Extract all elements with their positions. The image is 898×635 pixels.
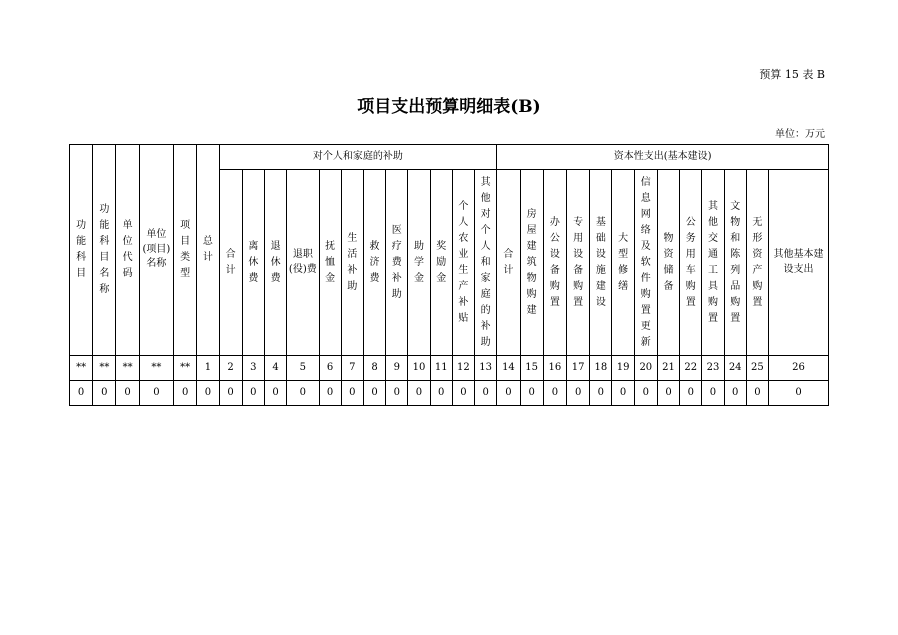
group2-column-9-label: 公务用车购置 (685, 216, 696, 308)
group1-header: 对个人和家庭的补助 (219, 145, 497, 170)
data-cell: 0 (242, 381, 264, 406)
index-cell: 24 (724, 356, 746, 381)
header-fixed-col-6 (197, 145, 219, 356)
index-cell: ** (139, 356, 173, 381)
index-cell: 23 (702, 356, 724, 381)
index-cell: 19 (612, 356, 634, 381)
header-row-groups (70, 145, 829, 170)
index-cell: 10 (408, 356, 430, 381)
group1-column-4-label: 退职(役)费 (288, 249, 317, 275)
data-cell: 0 (93, 381, 116, 406)
group1-column-8 (386, 170, 408, 356)
index-cell: 9 (386, 356, 408, 381)
data-cell: 0 (139, 381, 173, 406)
index-cell: 21 (657, 356, 679, 381)
group2-column-10-label: 其他交通工具购置 (707, 200, 718, 324)
header-fixed-col-1-label: 功能科目 (76, 220, 87, 279)
index-cell: 13 (475, 356, 497, 381)
data-cell: 0 (287, 381, 319, 406)
data-cell: 0 (174, 381, 197, 406)
data-cell: 0 (769, 381, 829, 406)
group1-column-9-label: 助学金 (413, 240, 424, 284)
group1-column-8-label: 医疗费补助 (391, 224, 402, 300)
index-cell: 2 (219, 356, 242, 381)
index-cell: 4 (264, 356, 286, 381)
group1-column-12-label: 其他对个人和家庭的补助 (480, 176, 491, 348)
header-fixed-col-4-label: 单位(项目)名称 (142, 229, 171, 270)
index-cell: 20 (634, 356, 657, 381)
group2-column-5-label: 基础设施建设 (595, 216, 606, 308)
header-fixed-col-2-label: 功能科目名称 (99, 204, 110, 295)
group1-column-4 (287, 170, 319, 356)
group2-column-3 (543, 170, 566, 356)
index-cell: 12 (452, 356, 474, 381)
document-code: 预算 15 表 B (759, 68, 825, 81)
data-cell: 0 (116, 381, 139, 406)
group2-column-2 (520, 170, 543, 356)
index-cell: 5 (287, 356, 319, 381)
group1-column-1 (219, 170, 242, 356)
data-cell: 0 (634, 381, 657, 406)
index-cell: 25 (746, 356, 768, 381)
index-cell: 26 (769, 356, 829, 381)
index-row (70, 356, 829, 381)
data-cell: 0 (319, 381, 341, 406)
data-cell: 0 (497, 381, 520, 406)
group2-column-11 (724, 170, 746, 356)
data-cell: 0 (702, 381, 724, 406)
data-cell: 0 (612, 381, 634, 406)
group2-column-12 (746, 170, 768, 356)
group1-column-1-label: 合计 (225, 248, 236, 276)
index-cell: 16 (543, 356, 566, 381)
data-cell: 0 (408, 381, 430, 406)
data-cell: 0 (264, 381, 286, 406)
data-cell: 0 (363, 381, 385, 406)
data-cell: 0 (590, 381, 612, 406)
page-title: 项目支出预算明细表(B) (357, 97, 541, 117)
data-cell: 0 (746, 381, 768, 406)
group1-column-6 (341, 170, 363, 356)
group2-column-8 (657, 170, 679, 356)
data-cell: 0 (657, 381, 679, 406)
header-fixed-col-1 (70, 145, 93, 356)
group1-column-7 (363, 170, 385, 356)
group2-column-6 (612, 170, 634, 356)
index-cell: ** (93, 356, 116, 381)
index-cell: 18 (590, 356, 612, 381)
data-cell: 0 (341, 381, 363, 406)
group1-column-10-label: 奖励金 (436, 240, 447, 284)
group2-column-10 (702, 170, 724, 356)
data-cell: 0 (567, 381, 590, 406)
group1-column-3-label: 退休费 (270, 240, 281, 284)
data-cell: 0 (197, 381, 219, 406)
group1-column-5-label: 抚恤金 (325, 240, 336, 284)
index-cell: 14 (497, 356, 520, 381)
index-cell: 3 (242, 356, 264, 381)
group2-column-11-label: 文物和陈列品购置 (730, 200, 741, 324)
group1-column-5 (319, 170, 341, 356)
group1-column-12 (475, 170, 497, 356)
group2-column-1-label: 合计 (503, 248, 514, 276)
group1-column-6-label: 生活补助 (347, 232, 358, 292)
data-row (70, 381, 829, 406)
group1-column-10 (430, 170, 452, 356)
group2-header: 资本性支出(基本建设) (497, 145, 829, 170)
data-cell: 0 (430, 381, 452, 406)
data-cell: 0 (219, 381, 242, 406)
index-cell: 11 (430, 356, 452, 381)
header-fixed-col-6-label: 总计 (202, 236, 213, 263)
data-cell: 0 (70, 381, 93, 406)
header-fixed-col-5 (174, 145, 197, 356)
group2-column-5 (590, 170, 612, 356)
header-fixed-col-4 (139, 145, 173, 356)
index-cell: 1 (197, 356, 219, 381)
group2-column-12-label: 无形资产购置 (752, 216, 763, 308)
data-cell: 0 (520, 381, 543, 406)
group1-column-11 (452, 170, 474, 356)
index-cell: 8 (363, 356, 385, 381)
group2-column-2-label: 房屋建筑物购建 (526, 208, 537, 316)
group2-column-13 (769, 170, 829, 356)
header-fixed-col-3 (116, 145, 139, 356)
group1-column-7-label: 救济费 (369, 240, 380, 284)
group2-column-8-label: 物资储备 (663, 232, 674, 292)
index-cell: 15 (520, 356, 543, 381)
group2-column-7-label: 信息网络及软件购置更新 (640, 176, 651, 348)
group2-column-6-label: 大型修缮 (618, 232, 629, 292)
index-cell: ** (174, 356, 197, 381)
data-cell: 0 (680, 381, 702, 406)
group2-column-9 (680, 170, 702, 356)
budget-table (69, 144, 829, 406)
index-cell: ** (70, 356, 93, 381)
group2-column-4-label: 专用设备购置 (573, 216, 584, 308)
group2-column-1 (497, 170, 520, 356)
group2-column-3-label: 办公设备购置 (549, 216, 560, 308)
header-fixed-col-2 (93, 145, 116, 356)
unit-label: 单位：万元 (775, 129, 825, 140)
group2-column-4 (567, 170, 590, 356)
header-fixed-col-3-label: 单位代码 (122, 220, 133, 279)
index-cell: ** (116, 356, 139, 381)
data-cell: 0 (724, 381, 746, 406)
data-cell: 0 (475, 381, 497, 406)
index-cell: 7 (341, 356, 363, 381)
group2-column-13-label: 其他基本建设支出 (773, 249, 824, 275)
group1-column-3 (264, 170, 286, 356)
data-cell: 0 (452, 381, 474, 406)
group1-column-9 (408, 170, 430, 356)
group1-column-2-label: 离休费 (248, 240, 259, 284)
group1-column-11-label: 个人农业生产补贴 (458, 200, 469, 324)
index-cell: 22 (680, 356, 702, 381)
group2-column-7 (634, 170, 657, 356)
header-fixed-col-5-label: 项目类型 (180, 220, 191, 279)
group1-column-2 (242, 170, 264, 356)
data-cell: 0 (386, 381, 408, 406)
index-cell: 17 (567, 356, 590, 381)
index-cell: 6 (319, 356, 341, 381)
data-cell: 0 (543, 381, 566, 406)
